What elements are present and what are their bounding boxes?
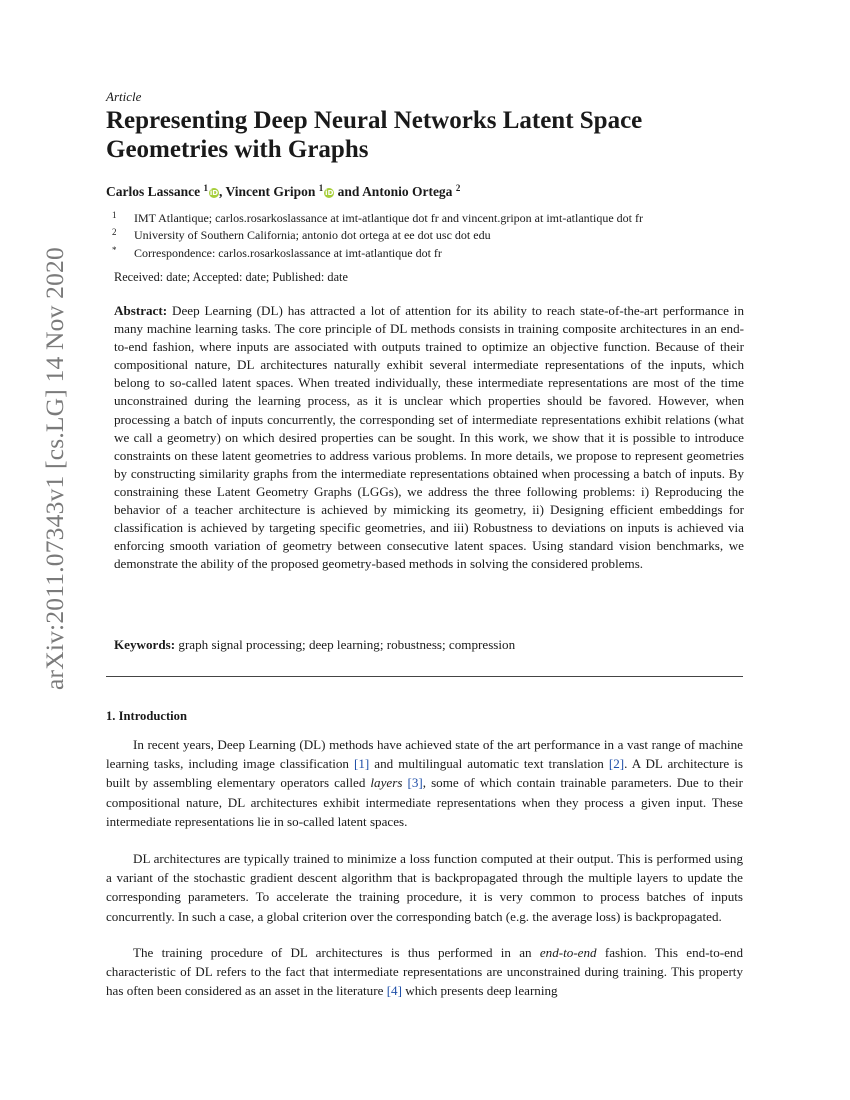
abstract-label: Abstract: (114, 303, 168, 318)
orcid-icon[interactable]: iD (209, 189, 219, 197)
intro-paragraph-3 (106, 943, 743, 1001)
paragraph-text: , some of which contain trainable parameters. Due to their compositional nature, DL architectures exhibit intermediate representations when they process a given input. These intermediate representations lie in so-called latent spaces. (106, 775, 743, 829)
author-separator: , (219, 184, 226, 199)
intro-paragraph-2 (106, 849, 743, 926)
affiliation-text: IMT Atlantique; carlos.rosarkoslassance at imt-atlantique dot fr and vincent.gripon at imt-atlantique dot fr (134, 211, 643, 225)
affiliation-line (112, 245, 442, 261)
citation-link[interactable]: [4] (386, 983, 402, 999)
affiliation-line (112, 227, 491, 243)
author-separator: and (334, 184, 363, 199)
paragraph-text: The training procedure of DL architectures is thus performed in an (133, 945, 540, 960)
emphasis-text: layers (370, 775, 403, 791)
author-name: Antonio Ortega (362, 184, 456, 199)
affiliation-text: University of Southern California; antonio dot ortega at ee dot usc dot edu (134, 228, 491, 242)
citation-link[interactable]: [3] (407, 775, 423, 791)
paragraph-text: In recent years, Deep Learning (DL) methods have achieved state of the art performance in a vast range of machine learning tasks, including image classification (106, 737, 743, 772)
affiliation-line (112, 210, 643, 226)
author-list (106, 183, 460, 200)
emphasis-text: end-to-end (539, 945, 597, 960)
article-type: Article (106, 89, 142, 104)
citation-link[interactable]: [2] (608, 756, 625, 772)
author-affiliation-mark: 2 (455, 183, 461, 193)
keywords-text: graph signal processing; deep learning; robustness; compression (178, 637, 516, 652)
author-affiliation-mark: 1 (203, 183, 208, 193)
abstract-text: Deep Learning (DL) has attracted a lot of attention for its ability to reach state-of-the-art performance in many machine learning tasks. The core principle of DL methods consists in training composite architectures in an end-to-end fashion, where inputs are associated with outputs trained to optimize an objective function. Because of their compositional nature, DL architectures naturally exhibit several intermediate representations of the inputs, which belong to so-called latent spaces. When treated individually, these intermediate representations are most of the time unconstrained during the learning process, as it is unclear which properties should be favored. However, when processing a batch of inputs concurrently, the corresponding set of intermediate representations exhibit relations (what we call a geometry) on which desired properties can be sought. In this work, we show that it is possible to introduce constraints on these latent geometries to address various problems. In more details, we propose to represent geometries by constructing similarity graphs from the intermediate representations obtained when processing a batch of inputs. By constraining these Latent Geometry Graphs (LGGs), we address the three following problems: i) Reproducing the behavior of a teacher architecture is achieved by mimicking its geometry, ii) Designing efficient embeddings for classification is achieved by targeting specific geometries, and iii) Robustness to deviations on inputs is achieved via enforcing smooth variation of geometry between consecutive latent spaces. Using standard vision benchmarks, we demonstrate the ability of the proposed geometry-based methods in solving the considered problems. (114, 303, 744, 572)
affiliation-mark: * (112, 245, 117, 255)
paragraph-text: fashion. This end-to-end characteristic of DL refers to the fact that intermediate representations are unconstrained during training. This property has often been considered as an asset in the literature (106, 945, 744, 999)
orcid-icon[interactable]: iD (325, 189, 334, 197)
paragraph-text: . A DL architecture is built by assembling elementary operators called (106, 756, 743, 791)
intro-paragraph-1 (106, 735, 743, 831)
paragraph-text: DL architectures are typically trained to minimize a loss function computed at their output. This is performed using a variant of the stochastic gradient descent algorithm that is backpropagated through the multiple layers to update the corresponding parameters. To accelerate the training procedure, it is very common to process batches of inputs concurrently. In such a case, a global criterion over the corresponding batch (e.g. the average loss) is backpropagated. (106, 851, 743, 924)
arxiv-side-label: arXiv:2011.07343v1 [cs.LG] 14 Nov 2020 (40, 247, 69, 690)
affiliation-mark: 2 (112, 227, 117, 237)
author-name: Carlos Lassance (106, 184, 204, 199)
keywords (114, 637, 515, 653)
paragraph-text: which presents deep learning (401, 983, 558, 999)
abstract (114, 302, 744, 573)
paper-title: Representing Deep Neural Networks Latent Space Geometries with Graphs (106, 107, 643, 163)
affiliation-text: Correspondence: carlos.rosarkoslassance at imt-atlantique dot fr (134, 246, 442, 260)
paragraph-text: and multilingual automatic text translation (369, 756, 609, 772)
keywords-label: Keywords: (114, 637, 176, 652)
section-heading: 1. Introduction (106, 709, 187, 723)
section-divider (106, 676, 743, 677)
citation-link[interactable]: [1] (354, 756, 370, 772)
author-name: Vincent Gripon (225, 184, 319, 199)
affiliation-mark: 1 (112, 210, 117, 220)
author-affiliation-mark: 1 (318, 183, 324, 193)
publication-dates: Received: date; Accepted: date; Published: date (114, 270, 348, 284)
